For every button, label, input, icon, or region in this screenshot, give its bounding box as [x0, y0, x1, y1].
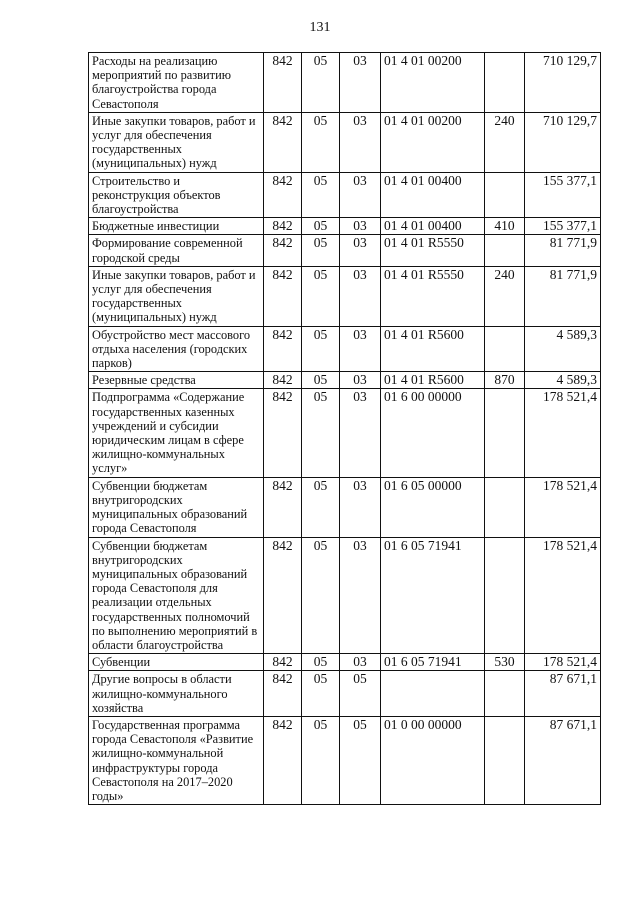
table-body: [89, 53, 601, 805]
row-expense-type: [485, 172, 525, 218]
row-admin-code: 842: [264, 372, 302, 389]
row-amount: 178 521,4: [525, 537, 601, 654]
row-target-article: 01 4 01 R5600: [381, 372, 485, 389]
row-admin-code: 842: [264, 477, 302, 537]
row-target-article: 01 4 01 00400: [381, 172, 485, 218]
row-section: 05: [302, 477, 340, 537]
row-name: Строительство и реконструкция объектов благоустройства: [89, 172, 264, 218]
row-target-article: 01 4 01 00400: [381, 218, 485, 235]
table-row: [89, 326, 601, 372]
row-name: Субвенции: [89, 654, 264, 671]
row-amount: 81 771,9: [525, 266, 601, 326]
row-admin-code: 842: [264, 654, 302, 671]
row-subsection: 03: [340, 53, 381, 113]
row-target-article: 01 4 01 R5550: [381, 266, 485, 326]
table-row: [89, 716, 601, 804]
table-row: [89, 671, 601, 717]
row-amount: 178 521,4: [525, 654, 601, 671]
row-name: Резервные средства: [89, 372, 264, 389]
row-admin-code: 842: [264, 172, 302, 218]
row-expense-type: [485, 235, 525, 266]
row-name: Бюджетные инвестиции: [89, 218, 264, 235]
row-expense-type: 240: [485, 266, 525, 326]
row-name: Подпрограмма «Содержание государственных казенных учреждений и субсидии юридическим лицам в сфере жилищно-коммунальных услуг»: [89, 389, 264, 477]
row-amount: 87 671,1: [525, 716, 601, 804]
row-name: Расходы на реализацию мероприятий по развитию благоустройства города Севастополя: [89, 53, 264, 113]
row-expense-type: 530: [485, 654, 525, 671]
row-target-article: 01 4 01 R5550: [381, 235, 485, 266]
row-target-article: [381, 671, 485, 717]
row-amount: 81 771,9: [525, 235, 601, 266]
row-admin-code: 842: [264, 235, 302, 266]
row-target-article: 01 4 01 R5600: [381, 326, 485, 372]
row-amount: 710 129,7: [525, 53, 601, 113]
row-section: 05: [302, 112, 340, 172]
budget-table: [88, 52, 601, 805]
row-name: Обустройство мест массового отдыха населения (городских парков): [89, 326, 264, 372]
row-admin-code: 842: [264, 671, 302, 717]
row-section: 05: [302, 326, 340, 372]
row-section: 05: [302, 372, 340, 389]
row-amount: 155 377,1: [525, 218, 601, 235]
row-section: 05: [302, 266, 340, 326]
row-subsection: 03: [340, 235, 381, 266]
table-row: [89, 112, 601, 172]
row-subsection: 05: [340, 716, 381, 804]
row-name: Иные закупки товаров, работ и услуг для обеспечения государственных (муниципальных) нужд: [89, 112, 264, 172]
row-name: Субвенции бюджетам внутригородских муниципальных образований города Севастополя для реализации отдельных государственных полномочий по выполнению мероприятий в области благоустройства: [89, 537, 264, 654]
row-target-article: 01 6 00 00000: [381, 389, 485, 477]
table-row: [89, 477, 601, 537]
row-subsection: 03: [340, 266, 381, 326]
row-name: Иные закупки товаров, работ и услуг для обеспечения государственных (муниципальных) нужд: [89, 266, 264, 326]
row-amount: 178 521,4: [525, 389, 601, 477]
row-target-article: 01 6 05 00000: [381, 477, 485, 537]
row-amount: 155 377,1: [525, 172, 601, 218]
table-row: [89, 53, 601, 113]
row-amount: 4 589,3: [525, 372, 601, 389]
row-subsection: 03: [340, 654, 381, 671]
row-target-article: 01 4 01 00200: [381, 112, 485, 172]
row-admin-code: 842: [264, 326, 302, 372]
row-expense-type: 410: [485, 218, 525, 235]
page-number: 131: [309, 20, 331, 35]
row-expense-type: [485, 537, 525, 654]
row-name: Формирование современной городской среды: [89, 235, 264, 266]
row-subsection: 03: [340, 218, 381, 235]
row-admin-code: 842: [264, 53, 302, 113]
row-expense-type: 870: [485, 372, 525, 389]
row-section: 05: [302, 53, 340, 113]
row-amount: 4 589,3: [525, 326, 601, 372]
row-admin-code: 842: [264, 716, 302, 804]
row-admin-code: 842: [264, 537, 302, 654]
row-name: Субвенции бюджетам внутригородских муниципальных образований города Севастополя: [89, 477, 264, 537]
row-name: Государственная программа города Севастополя «Развитие жилищно-коммунальной инфраструктуры города Севастополя на 2017–2020 годы»: [89, 716, 264, 804]
row-amount: 710 129,7: [525, 112, 601, 172]
table-row: [89, 654, 601, 671]
row-target-article: 01 0 00 00000: [381, 716, 485, 804]
row-name: Другие вопросы в области жилищно-коммунального хозяйства: [89, 671, 264, 717]
row-admin-code: 842: [264, 112, 302, 172]
row-expense-type: [485, 716, 525, 804]
row-subsection: 03: [340, 112, 381, 172]
row-expense-type: [485, 53, 525, 113]
table-row: [89, 372, 601, 389]
table-row: [89, 218, 601, 235]
row-amount: 178 521,4: [525, 477, 601, 537]
row-subsection: 03: [340, 372, 381, 389]
row-target-article: 01 4 01 00200: [381, 53, 485, 113]
row-section: 05: [302, 218, 340, 235]
row-admin-code: 842: [264, 266, 302, 326]
row-admin-code: 842: [264, 218, 302, 235]
row-subsection: 03: [340, 172, 381, 218]
row-expense-type: [485, 326, 525, 372]
row-expense-type: [485, 477, 525, 537]
row-subsection: 03: [340, 477, 381, 537]
row-section: 05: [302, 654, 340, 671]
row-subsection: 03: [340, 326, 381, 372]
row-expense-type: [485, 671, 525, 717]
table-row: [89, 266, 601, 326]
table-row: [89, 389, 601, 477]
row-subsection: 03: [340, 537, 381, 654]
row-target-article: 01 6 05 71941: [381, 654, 485, 671]
row-expense-type: [485, 389, 525, 477]
table-row: [89, 172, 601, 218]
table-row: [89, 537, 601, 654]
row-amount: 87 671,1: [525, 671, 601, 717]
table-row: [89, 235, 601, 266]
row-expense-type: 240: [485, 112, 525, 172]
row-subsection: 03: [340, 389, 381, 477]
row-section: 05: [302, 716, 340, 804]
row-section: 05: [302, 389, 340, 477]
row-admin-code: 842: [264, 389, 302, 477]
row-subsection: 05: [340, 671, 381, 717]
row-section: 05: [302, 671, 340, 717]
row-target-article: 01 6 05 71941: [381, 537, 485, 654]
row-section: 05: [302, 172, 340, 218]
row-section: 05: [302, 235, 340, 266]
row-section: 05: [302, 537, 340, 654]
